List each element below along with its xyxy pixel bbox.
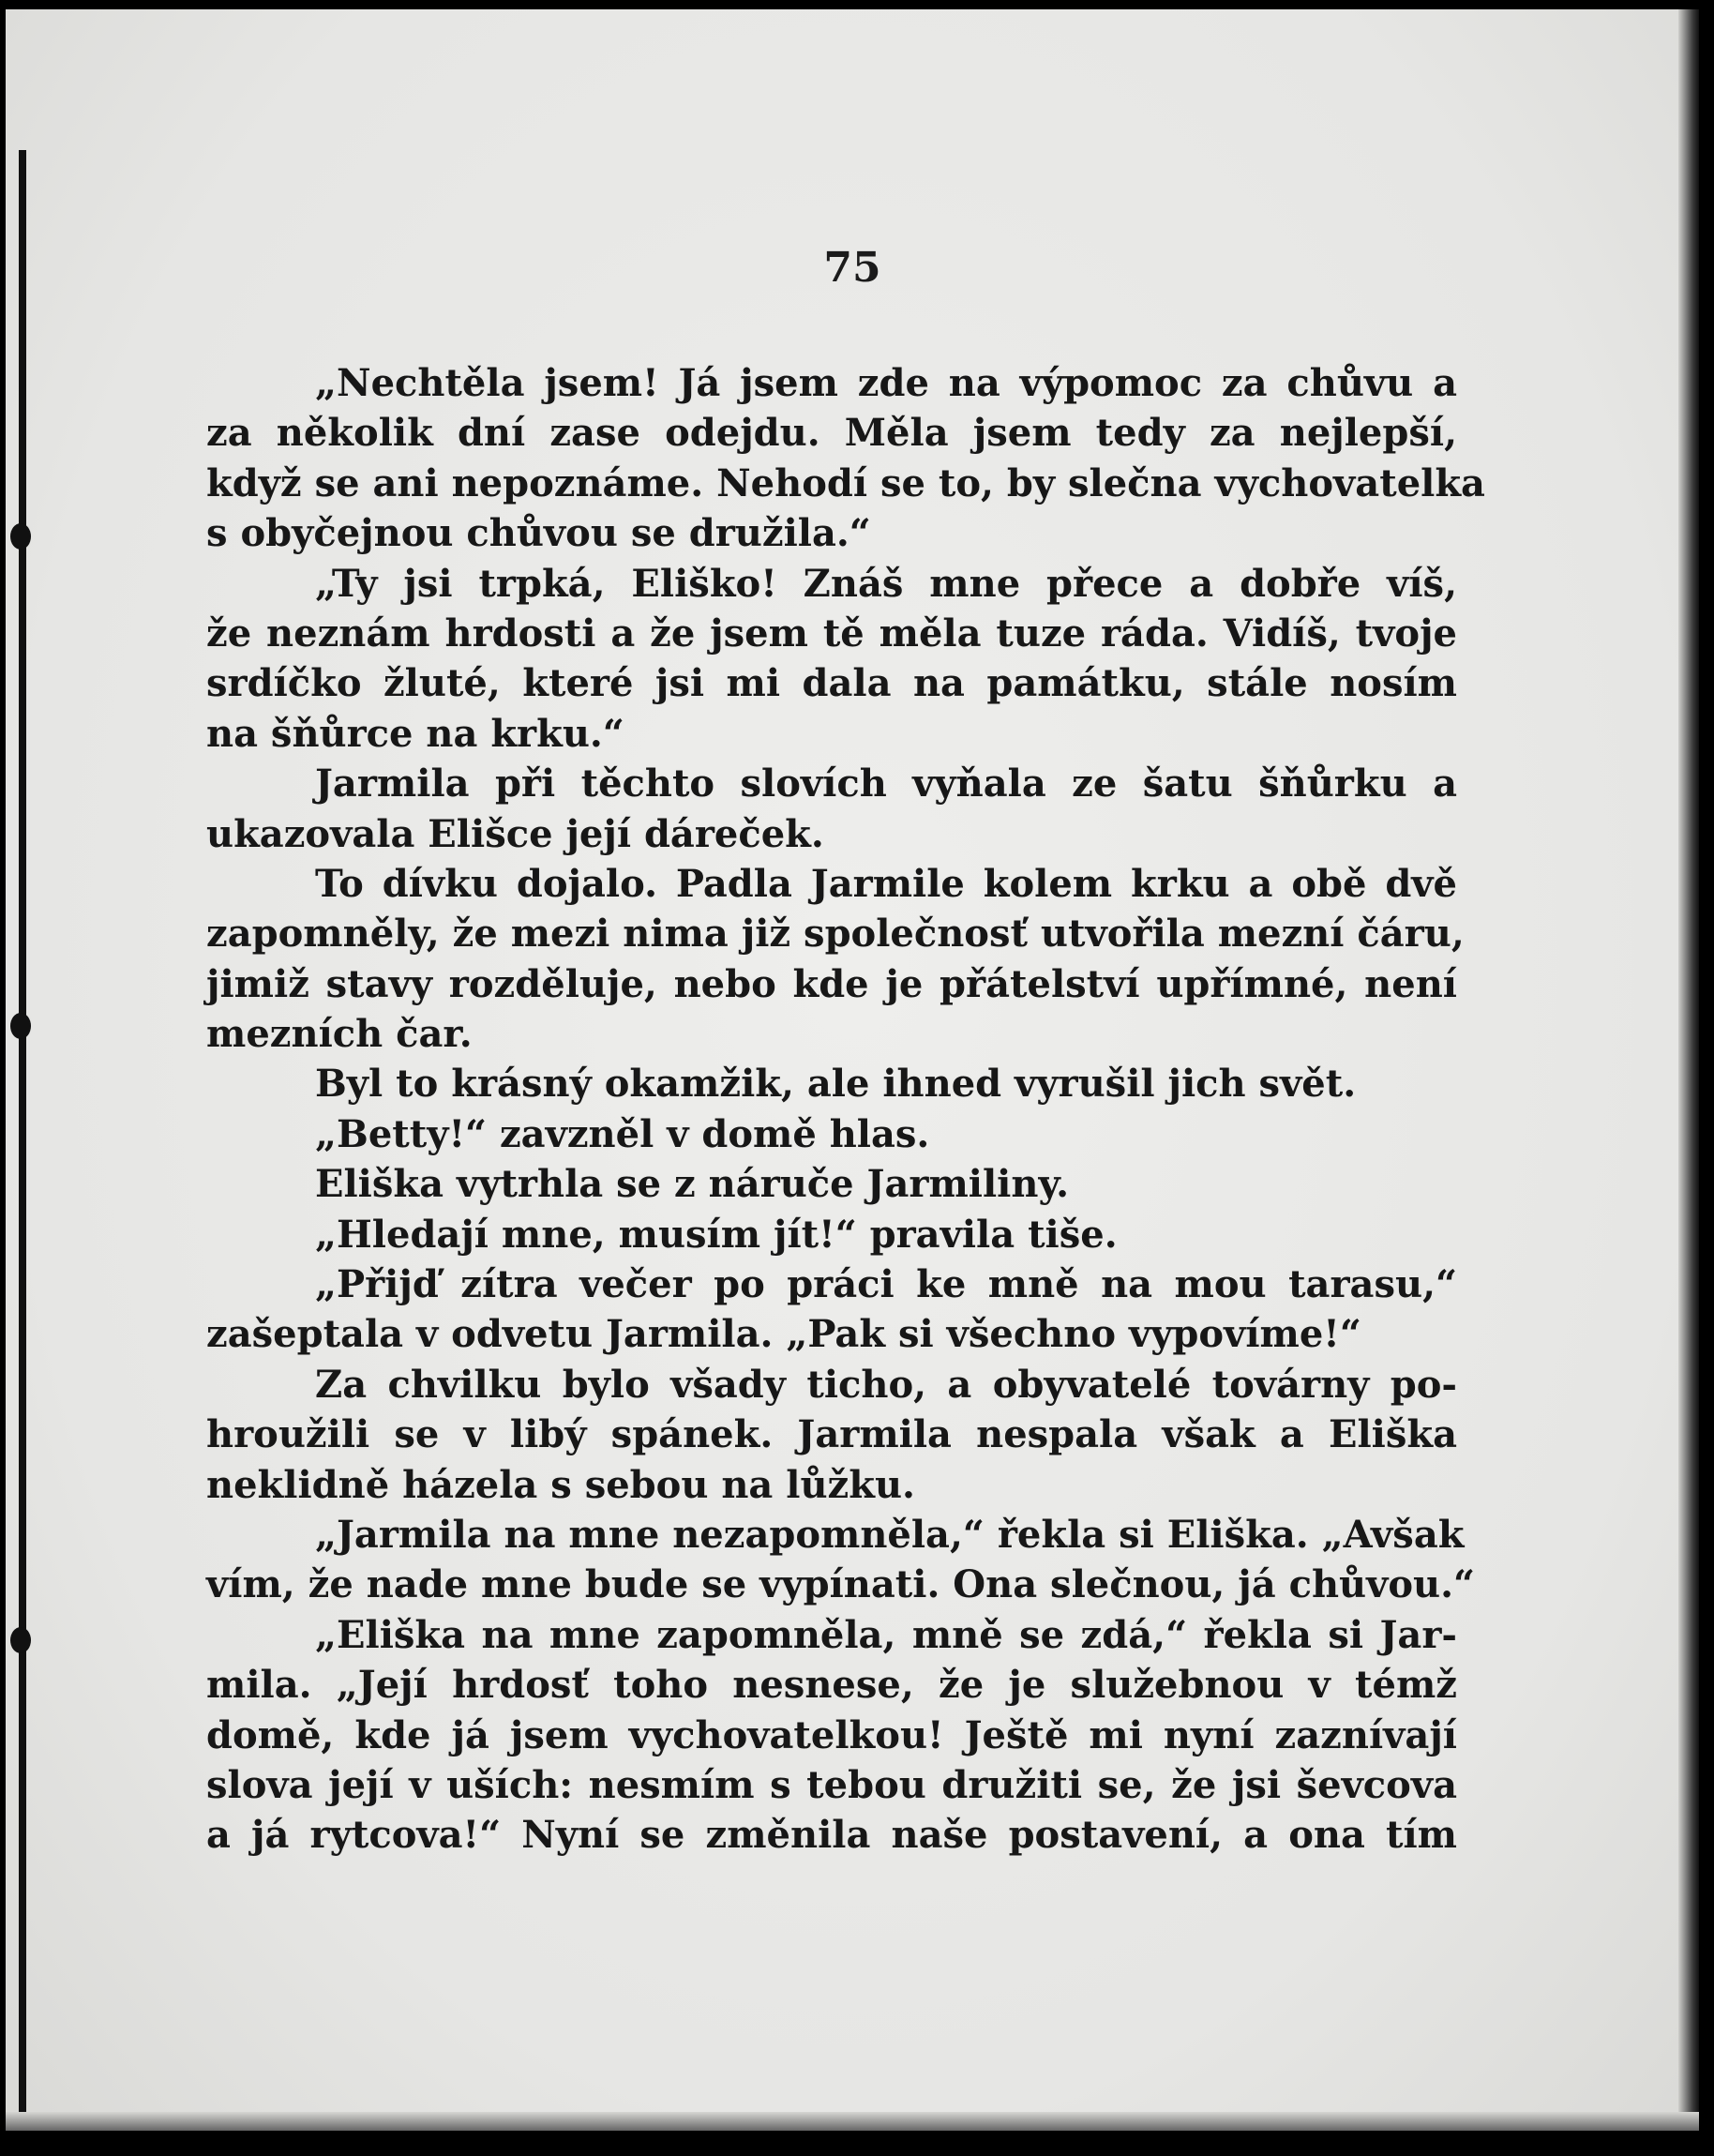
text-line: ukazovala Elišce její dáreček. bbox=[206, 811, 824, 856]
text-line: „Hledají mne, musím jít!“ pravila tiše. bbox=[315, 1212, 1118, 1257]
text-line: s obyčejnou chůvou se družila.“ bbox=[206, 511, 871, 556]
text-line: „Jarmila na mne nezapomněla,“ řekla si Eliška. „Avšak bbox=[315, 1512, 1465, 1557]
text-line: Byl to krásný okamžik, ale ihned vyrušil jich svět. bbox=[315, 1062, 1357, 1107]
text-line: vím, že nade mne bude se vypínati. Ona slečnou, já chůvou.“ bbox=[206, 1562, 1476, 1607]
page-number: 75 bbox=[823, 244, 881, 292]
binding-edge bbox=[19, 150, 26, 2119]
text-line: jimiž stavy rozděluje, nebo kde je přátelství upřímné, není bbox=[206, 961, 1457, 1006]
text-line: když se ani nepoznáme. Nehodí se to, by slečna vychovatelka bbox=[206, 460, 1485, 505]
text-line: zašeptala v odvetu Jarmila. „Pak si všechno vypovíme!“ bbox=[206, 1312, 1361, 1357]
text-line: zapomněly, že mezi nima již společnosť utvořila mezní čáru, bbox=[206, 912, 1465, 957]
text-line: srdíčko žluté, které jsi mi dala na památku, stále nosím bbox=[206, 661, 1457, 706]
text-line: To dívku dojalo. Padla Jarmile kolem krku a obě dvě bbox=[315, 861, 1457, 906]
text-line: na šňůrce na krku.“ bbox=[206, 711, 624, 756]
page-bottom-edge bbox=[6, 2112, 1699, 2131]
text-line: mezních čar. bbox=[206, 1012, 473, 1057]
text-line: že neznám hrdosti a že jsem tě měla tuze ráda. Vidíš, tvoje bbox=[206, 611, 1457, 656]
text-line: slova její v uších: nesmím s tebou družiti se, že jsi ševcova bbox=[206, 1762, 1457, 1807]
text-line: „Betty!“ zavzněl v domě hlas. bbox=[315, 1111, 930, 1156]
text-line: mila. „Její hrdosť toho nesnese, že je služebnou v témž bbox=[206, 1663, 1457, 1708]
text-line: a já rytcova!“ Nyní se změnila naše postavení, a ona tím bbox=[206, 1813, 1457, 1858]
page-right-edge bbox=[1678, 9, 1699, 2131]
text-line: Eliška vytrhla se z náruče Jarmiliny. bbox=[315, 1162, 1070, 1207]
text-line: domě, kde já jsem vychovatelkou! Ještě mi nyní zaznívají bbox=[206, 1712, 1457, 1757]
binding-rivet-icon bbox=[10, 1013, 31, 1039]
text-line: „Eliška na mne zapomněla, mně se zdá,“ řekla si Jar- bbox=[315, 1612, 1457, 1657]
text-line: Jarmila při těchto slovích vyňala ze šatu šňůrku a bbox=[315, 761, 1457, 807]
text-line: neklidně házela s sebou na lůžku. bbox=[206, 1462, 915, 1507]
text-line: „Přijď zítra večer po práci ke mně na mou tarasu,“ bbox=[315, 1262, 1457, 1307]
body-text bbox=[206, 358, 1485, 1861]
book-page bbox=[6, 9, 1699, 2131]
text-line: hroužili se v libý spánek. Jarmila nespala však a Eliška bbox=[206, 1412, 1457, 1457]
text-line: za několik dní zase odejdu. Měla jsem tedy za nejlepší, bbox=[206, 411, 1457, 456]
text-line: Za chvilku bylo všady ticho, a obyvatelé továrny po- bbox=[315, 1362, 1457, 1407]
binding-rivet-icon bbox=[10, 1627, 31, 1653]
binding-rivet-icon bbox=[10, 523, 31, 550]
text-line: „Nechtěla jsem! Já jsem zde na výpomoc za chůvu a bbox=[315, 361, 1457, 405]
text-line: „Ty jsi trpká, Eliško! Znáš mne přece a dobře víš, bbox=[315, 561, 1457, 606]
